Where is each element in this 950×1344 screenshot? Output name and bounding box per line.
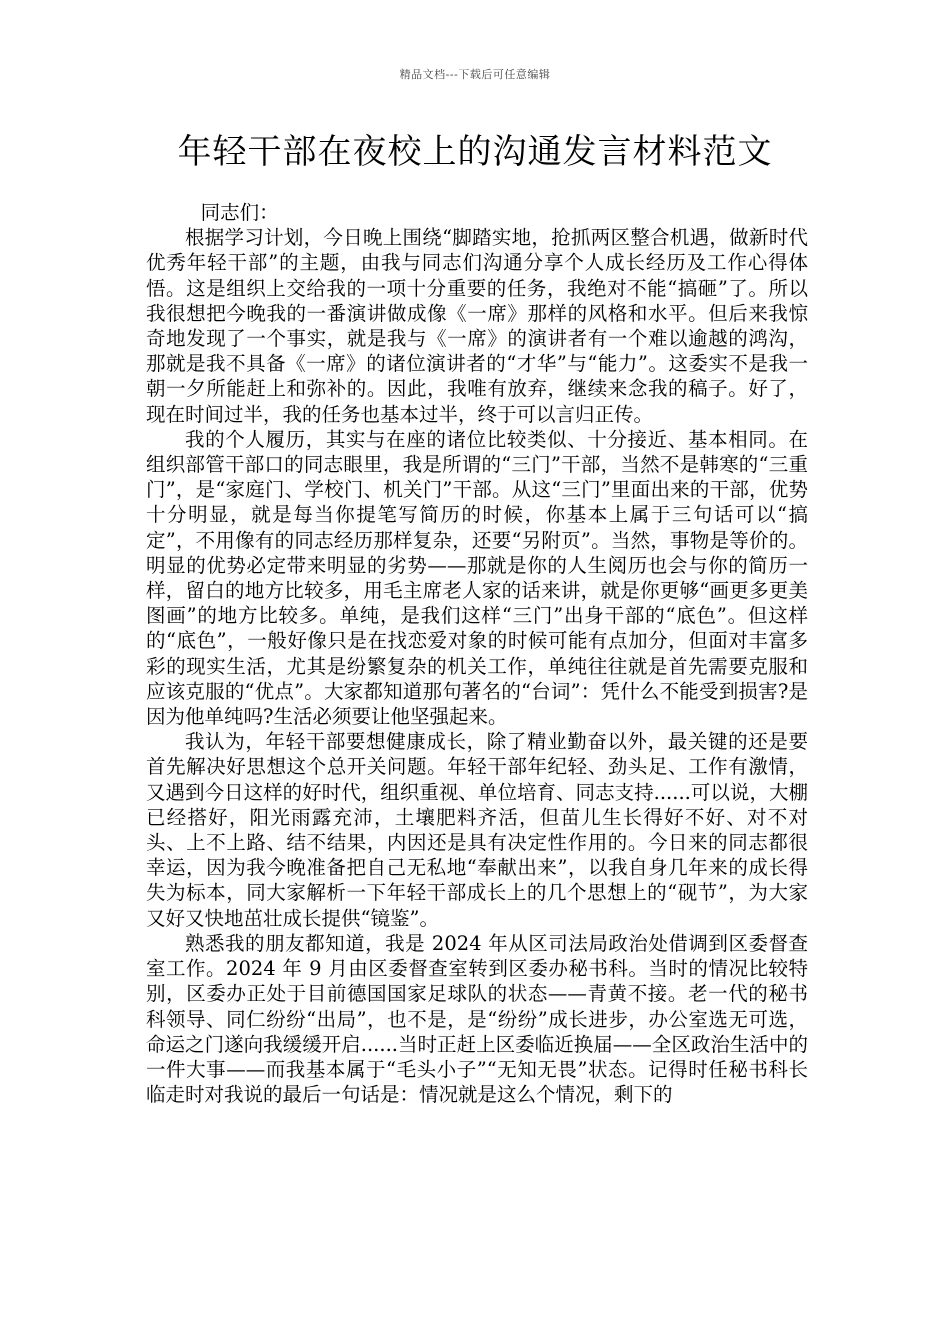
greeting: 同志们： xyxy=(200,201,279,224)
paragraph-1: 根据学习计划，今日晚上围绕“脚踏实地，抢抓两区整合机遇，做新时代优秀年轻干部”的主题，由我与同志们沟通分享个人成长经历及工作心得体悟。这是组织上交给我的一项十分重要的任务，我绝对不能“搞砸”了。所以我很想把今晚我的一番演讲做成像《一席》那样的风格和水平。但后来我惊奇地发现了一个事实，就是我与《一席》的演讲者有一个难以逾越的鸿沟，那就是我不具备《一席》的诸位演讲者的“才华”与“能力”。这委实不是我一朝一夕所能赶上和弥补的。因此，我唯有放弃，继续来念我的稿子。好了，现在时间过半，我的任务也基本过半，终于可以言归正传。 xyxy=(146,226,808,426)
document-title: 年轻干部在夜校上的沟通发言材料范文 xyxy=(177,132,773,172)
paragraph-4: 熟悉我的朋友都知道，我是 2024 年从区司法局政治处借调到区委督查室工作。2024 年 9 月由区委督查室转到区委办秘书科。当时的情况比较特别，区委办正处于目前德国国家足球队的状态——青黄不接。老一代的秘书科领导、同仁纷纷“出局”，也不是，是“纷纷”成长进步，办公室选无可选，命运之门遂向我缓缓开启......当时正赶上区委临近换届——全区政治生活中的一件大事——而我基本属于“毛头小子”“无知无畏”状态。记得时任秘书科长临走时对我说的最后一句话是：情况就是这么个情况，剩下的 xyxy=(146,931,808,1107)
header-note: 精品文档---下载后可任意编辑 xyxy=(399,68,551,81)
paragraph-3: 我认为，年轻干部要想健康成长，除了精业勤奋以外，最关键的还是要首先解决好思想这个总开关问题。年轻干部年纪轻、劲头足、工作有激情，又遇到今日这样的好时代，组织重视、单位培育、同志支持......可以说，大棚已经搭好，阳光雨露充沛，土壤肥料齐活，但苗儿生长得好不好、对不对头、上不上路、结不结果，内因还是具有决定性作用的。今日来的同志都很幸运，因为我今晚准备把自己无私地“奉献出来”，以我自身几年来的成长得失为标本，同大家解析一下年轻干部成长上的几个思想上的“砚节”，为大家又好又快地茁壮成长提供“镜鉴”。 xyxy=(146,730,808,930)
document-body xyxy=(146,200,808,1107)
paragraph-2: 我的个人履历，其实与在座的诸位比较类似、十分接近、基本相同。在组织部管干部口的同志眼里，我是所谓的“三门”干部，当然不是韩寒的“三重门”，是“家庭门、学校门、机关门”干部。从这“三门”里面出来的干部，优势十分明显，就是每当你提笔写简历的时候，你基本上属于三句话可以“搞定”，不用像有的同志经历那样复杂，还要“另附页”。当然，事物是等价的。明显的优势必定带来明显的劣势——那就是你的人生阅历也会与你的简历一样，留白的地方比较多，用毛主席老人家的话来讲，就是你更够“画更多更美图画”的地方比较多。单纯，是我们这样“三门”出身干部的“底色”。但这样的“底色”，一般好像只是在找恋爱对象的时候可能有点加分，但面对丰富多彩的现实生活，尤其是纷繁复杂的机关工作，单纯往往就是首先需要克服和应该克服的“优点”。大家都知道那句著名的“台词”：凭什么不能受到损害?是因为他单纯吗?生活必须要让他坚强起来。 xyxy=(146,427,808,729)
